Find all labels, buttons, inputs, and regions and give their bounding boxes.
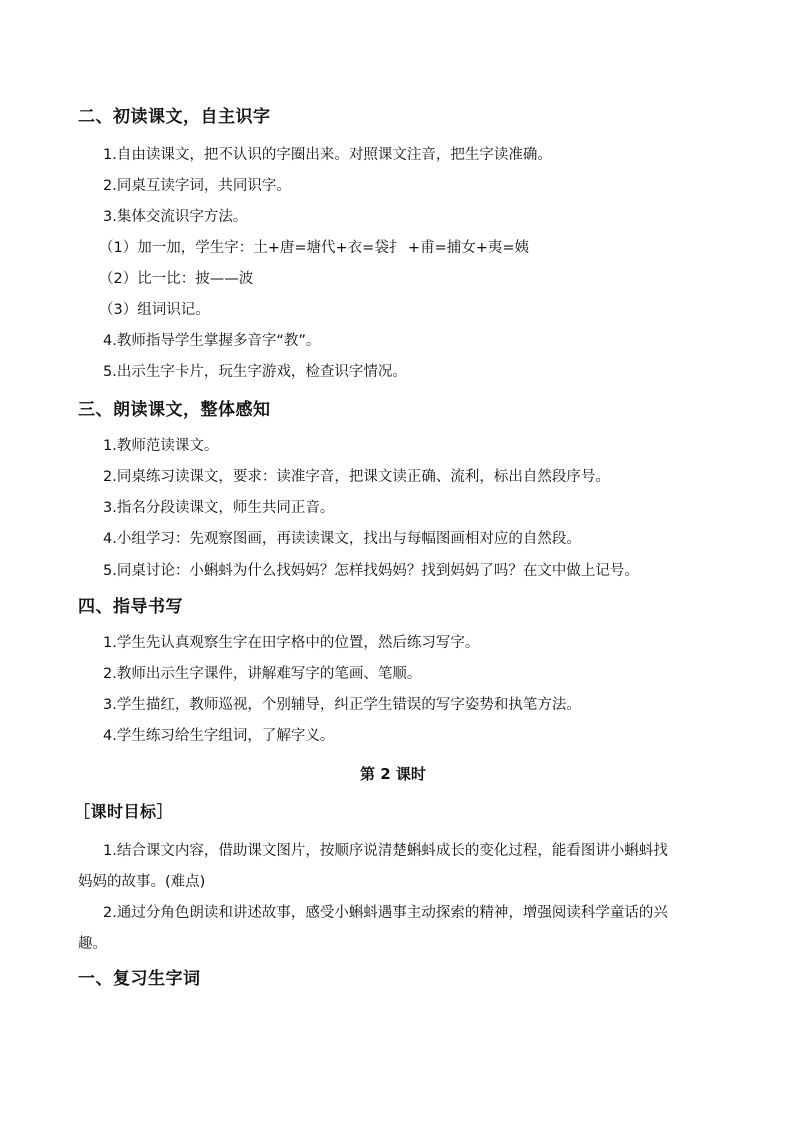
list-item: 1.教师范读课文。 [103,438,219,454]
list-item: 3.指名分段读课文，师生共同正音。 [103,500,335,516]
list-item: 3.集体交流识字方法。 [103,209,248,225]
objective-line: 趣。 [78,936,107,952]
lesson-title: 第 2 课时 [360,765,426,783]
list-item: （2）比一比：披——波 [99,271,254,287]
list-item: 1.学生先认真观察生字在田字格中的位置，然后练习写字。 [103,635,480,651]
list-item: （3）组词识记。 [99,302,210,318]
list-item: 2.同桌练习读课文，要求：读准字音，把课文读正确、流利，标出自然段序号。 [103,469,610,485]
list-item: 1.自由读课文，把不认识的字圈出来。对照课文注音，把生字读准确。 [103,147,552,163]
list-item: 4.学生练习给生字组词，了解字义。 [103,728,335,744]
section-heading-2: 二、初读课文，自主识字 [78,107,271,127]
list-item: 5.出示生字卡片，玩生字游戏，检查识字情况。 [103,364,407,380]
list-item: 2.教师出示生字课件，讲解难写字的笔画、笔顺。 [103,666,422,682]
objectives-label: ［课时目标］ [74,802,174,821]
list-item: 5.同桌讨论：小蝌蚪为什么找妈妈？怎样找妈妈？找到妈妈了吗？在文中做上记号。 [103,563,639,579]
list-item: 3.学生描红，教师巡视，个别辅导，纠正学生错误的写字姿势和执笔方法。 [103,697,581,713]
list-item: 4.教师指导学生掌握多音字“教”。 [103,333,321,349]
objective-line: 妈妈的故事。(难点) [78,874,206,890]
list-item: （1）加一加，学生字：土+唐=塘代+衣=袋扌 +甫=捕女+夷=姨 [99,240,530,256]
list-item: 4.小组学习：先观察图画，再读读课文，找出与每幅图画相对应的自然段。 [103,531,581,547]
section-heading-4: 四、指导书写 [78,597,183,617]
objective-line: 2.通过分角色朗读和讲述故事，感受小蝌蚪遇事主动探索的精神，增强阅读科学童话的兴 [103,905,668,921]
section-heading-1: 一、复习生字词 [78,969,201,989]
section-heading-3: 三、朗读课文，整体感知 [78,400,271,420]
list-item: 2.同桌互读字词，共同识字。 [103,178,291,194]
objective-line: 1.结合课文内容，借助课文图片，按顺序说清楚蝌蚪成长的变化过程，能看图讲小蝌蚪找 [103,843,668,859]
